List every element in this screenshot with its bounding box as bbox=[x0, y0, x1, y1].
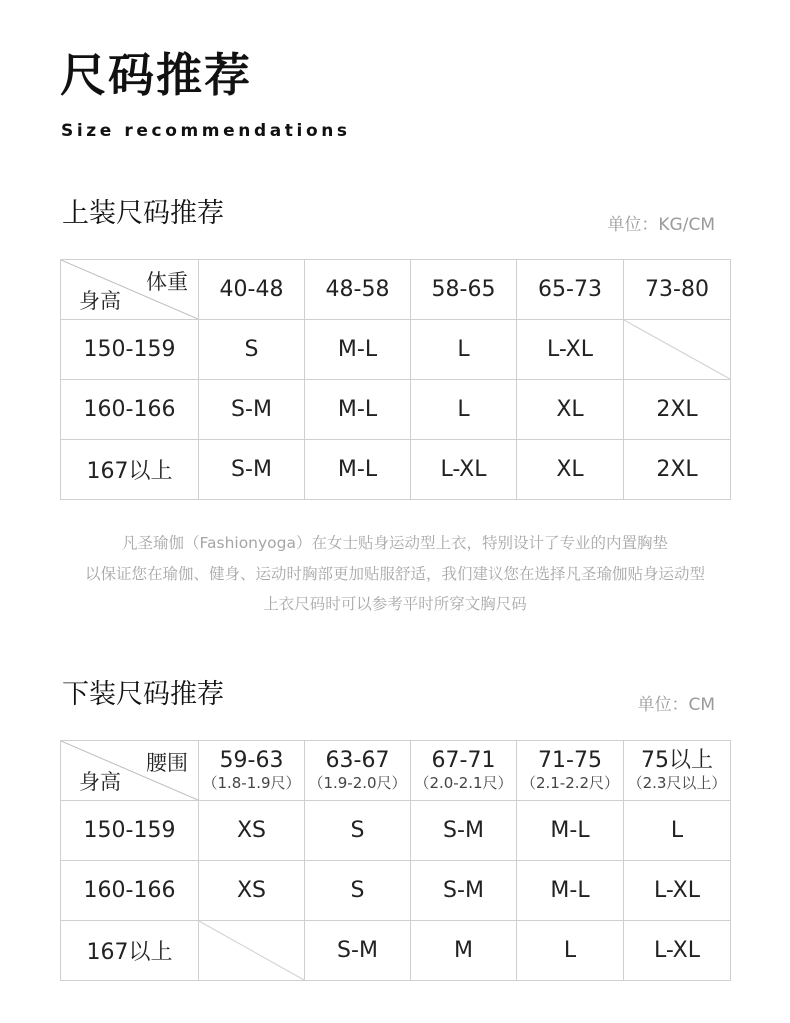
note-line: 上衣尺码时可以参考平时所穿文胸尺码 bbox=[263, 595, 527, 613]
size-cell: XS bbox=[199, 861, 305, 921]
table-row bbox=[61, 801, 731, 861]
column-header bbox=[624, 741, 731, 801]
waist-range: 63-67 bbox=[325, 747, 390, 773]
size-cell: L bbox=[624, 801, 731, 861]
size-cell: S-M bbox=[199, 440, 305, 500]
size-cell: M-L bbox=[305, 320, 411, 380]
row-header: 160-166 bbox=[61, 380, 199, 440]
row-header: 150-159 bbox=[61, 320, 199, 380]
table-row bbox=[61, 861, 731, 921]
size-cell: XS bbox=[199, 801, 305, 861]
table-row bbox=[61, 320, 731, 380]
table-corner-cell bbox=[61, 260, 199, 320]
row-header: 167以上 bbox=[61, 440, 199, 500]
unavailable-cell bbox=[624, 320, 731, 380]
size-cell: S-M bbox=[199, 380, 305, 440]
tops-section-title: 上装尺码推荐 bbox=[62, 198, 224, 229]
waist-range-chi: （2.0-2.1尺） bbox=[414, 773, 513, 792]
unavailable-cell bbox=[199, 921, 305, 981]
column-header: 65-73 bbox=[517, 260, 624, 320]
table-corner-cell bbox=[61, 741, 199, 801]
size-cell: M bbox=[411, 921, 517, 981]
row-header: 160-166 bbox=[61, 861, 199, 921]
corner-height-label: 身高 bbox=[79, 289, 121, 313]
size-cell: M-L bbox=[305, 380, 411, 440]
table-header-row bbox=[61, 260, 731, 320]
waist-range: 67-71 bbox=[431, 747, 496, 773]
size-cell: L-XL bbox=[624, 921, 731, 981]
waist-range: 59-63 bbox=[219, 747, 284, 773]
note-line: 凡圣瑜伽（Fashionyoga）在女士贴身运动型上衣，特别设计了专业的内置胸垫 bbox=[122, 534, 668, 552]
size-cell: S-M bbox=[305, 921, 411, 981]
size-cell: XL bbox=[517, 440, 624, 500]
note-line: 以保证您在瑜伽、健身、运动时胸部更加贴服舒适，我们建议您在选择凡圣瑜伽贴身运动型 bbox=[84, 564, 705, 583]
size-cell: S-M bbox=[411, 861, 517, 921]
size-cell: L bbox=[517, 921, 624, 981]
corner-height-label: 身高 bbox=[79, 770, 121, 794]
column-header: 58-65 bbox=[411, 260, 517, 320]
column-header bbox=[411, 741, 517, 801]
diagonal-slash bbox=[624, 320, 730, 379]
size-cell: L-XL bbox=[624, 861, 731, 921]
size-cell: M-L bbox=[305, 440, 411, 500]
waist-range: 71-75 bbox=[538, 747, 602, 773]
tops-size-table bbox=[60, 259, 731, 500]
corner-waist-label: 腰围 bbox=[146, 751, 188, 775]
waist-range-chi: （2.1-2.2尺） bbox=[520, 773, 620, 792]
size-cell: L-XL bbox=[411, 440, 517, 500]
column-header bbox=[199, 741, 305, 801]
page-title: 尺码推荐 bbox=[60, 48, 252, 102]
size-cell: M-L bbox=[517, 861, 624, 921]
column-header: 73-80 bbox=[624, 260, 731, 320]
table-header-row bbox=[61, 741, 731, 801]
sizing-note bbox=[0, 528, 790, 620]
row-header: 167以上 bbox=[61, 921, 199, 981]
waist-range-chi: （1.9-2.0尺） bbox=[308, 773, 407, 792]
column-header bbox=[305, 741, 411, 801]
size-cell: S bbox=[305, 801, 411, 861]
column-header: 40-48 bbox=[199, 260, 305, 320]
table-row bbox=[61, 440, 731, 500]
tops-unit-label: 单位：KG/CM bbox=[607, 215, 715, 235]
bottoms-section-title: 下装尺码推荐 bbox=[62, 679, 224, 710]
size-cell: 2XL bbox=[624, 440, 731, 500]
row-header: 150-159 bbox=[61, 801, 199, 861]
table-row bbox=[61, 921, 731, 981]
size-cell: S bbox=[305, 861, 411, 921]
waist-range: 75以上 bbox=[641, 747, 713, 773]
column-header: 48-58 bbox=[305, 260, 411, 320]
waist-range-chi: （1.8-1.9尺） bbox=[202, 773, 301, 792]
bottoms-unit-label: 单位：CM bbox=[637, 695, 715, 715]
size-cell: M-L bbox=[517, 801, 624, 861]
diagonal-slash bbox=[199, 921, 304, 980]
size-cell: S bbox=[199, 320, 305, 380]
size-cell: S-M bbox=[411, 801, 517, 861]
bottoms-size-table bbox=[60, 740, 731, 981]
column-header bbox=[517, 741, 624, 801]
size-cell: XL bbox=[517, 380, 624, 440]
size-cell: L-XL bbox=[517, 320, 624, 380]
page-subtitle: Size recommendations bbox=[61, 121, 351, 141]
size-cell: L bbox=[411, 380, 517, 440]
size-cell: 2XL bbox=[624, 380, 731, 440]
size-cell: L bbox=[411, 320, 517, 380]
corner-weight-label: 体重 bbox=[146, 270, 188, 294]
waist-range-chi: （2.3尺以上） bbox=[627, 773, 727, 792]
table-row bbox=[61, 380, 731, 440]
